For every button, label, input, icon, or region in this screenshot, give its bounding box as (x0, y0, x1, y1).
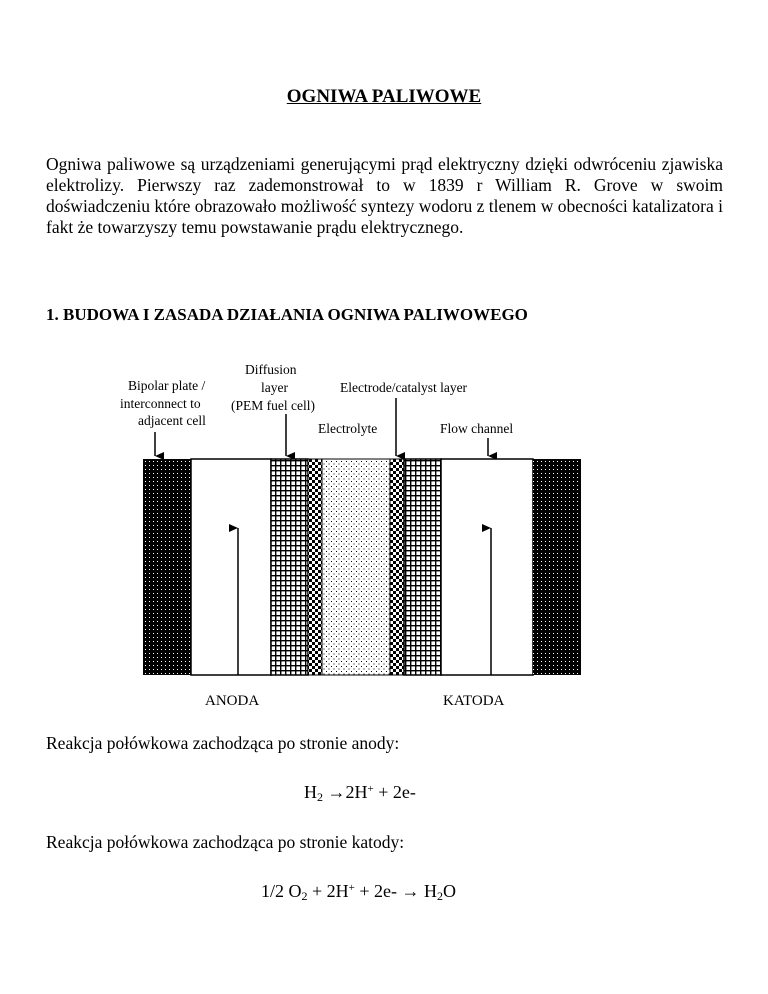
fuel-cell-diagram (0, 360, 768, 720)
eq-mid: + 2H (307, 881, 349, 901)
electrolyte-label: Electrolyte (318, 421, 378, 436)
eq-sub: 2 (301, 889, 308, 903)
electrode-catalyst-label: Electrode/catalyst layer (340, 380, 468, 395)
diffusion-label-2: layer (261, 380, 288, 395)
anode-flow-channel (191, 459, 271, 675)
flow-channel-label: Flow channel (440, 421, 514, 436)
anode-diffusion-layer (271, 459, 308, 675)
cathode-bipolar-plate (533, 459, 581, 675)
diffusion-label-3: (PEM fuel cell) (231, 398, 315, 413)
cathode-equation (261, 881, 456, 904)
cathode-reaction-heading: Reakcja połówkowa zachodząca po stronie katody: (46, 832, 405, 852)
eq-o: O (443, 881, 457, 901)
bipolar-plate-label-3: adjacent cell (138, 413, 206, 428)
eq-rest: + 2e- → H (354, 881, 438, 901)
cathode-label: KATODA (443, 693, 505, 709)
anode-label: ANODA (205, 693, 260, 709)
cathode-flow-channel (441, 459, 533, 675)
eq-rest: + 2e- (373, 782, 416, 802)
anode-catalyst-layer (308, 459, 322, 675)
eq-arrow: →2H (323, 782, 368, 802)
eq-sup: + (348, 882, 355, 894)
intro-paragraph: Ogniwa paliwowe są urządzeniami generującymi prąd elektryczny dzięki odwróceniu zjawiska elektrolizy. Pierwszy raz zademonstrował to w 1839 r William R. Grove w swoim doświadczeniu które obrazowało możliwość syntezy wodoru z tlenem w obecności katalizatora i fakt że towarzyszy temu powstawanie prądu elektrycznego. (46, 154, 723, 237)
diffusion-label-1: Diffusion (245, 362, 297, 377)
eq-sub: 2 (437, 889, 444, 903)
electrolyte-layer (322, 459, 390, 675)
anode-reaction-heading: Reakcja połówkowa zachodząca po stronie anody: (46, 733, 400, 753)
eq-half-o: 1/2 O (261, 881, 302, 901)
bipolar-plate-label-2: interconnect to (120, 396, 201, 411)
page-title: OGNIWA PALIWOWE (286, 86, 482, 107)
eq-sup: + (367, 783, 374, 795)
anode-equation (304, 782, 416, 805)
bipolar-plate-label-1: Bipolar plate / (128, 378, 206, 393)
anode-bipolar-plate (143, 459, 191, 675)
cathode-catalyst-layer (390, 459, 404, 675)
section-heading: 1. BUDOWA I ZASADA DZIAŁANIA OGNIWA PALIWOWEGO (46, 305, 528, 324)
eq-sub: 2 (317, 790, 323, 804)
eq-h: H (304, 782, 317, 802)
cathode-diffusion-layer (404, 459, 441, 675)
